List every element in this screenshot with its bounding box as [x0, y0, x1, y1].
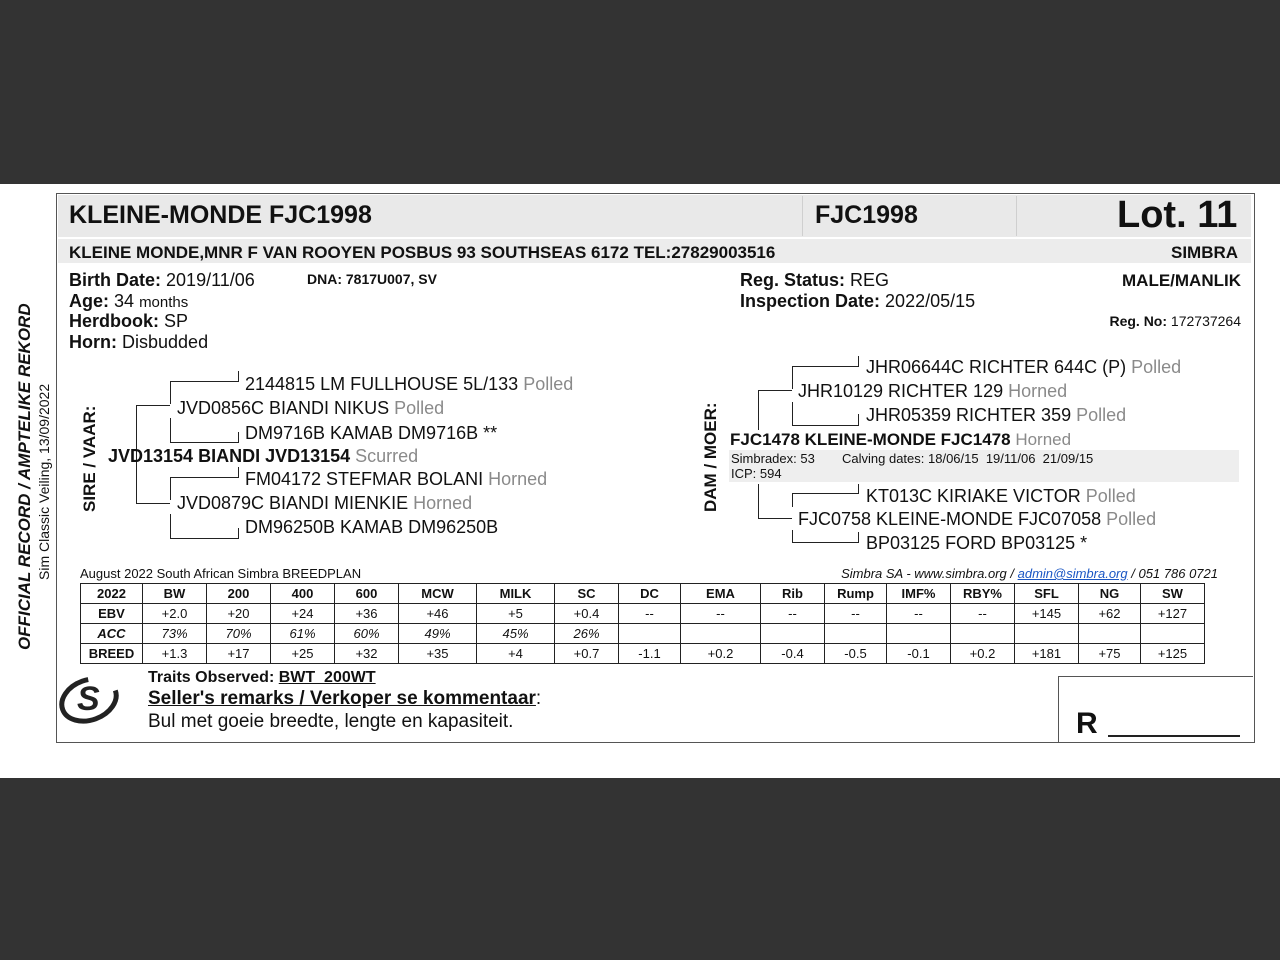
column-header: SW	[1141, 584, 1205, 604]
sire-label: SIRE / VAAR:	[80, 405, 99, 512]
value-cell: +2.0	[143, 604, 207, 624]
value-cell: +75	[1079, 644, 1141, 664]
horn-tag: Polled	[523, 374, 574, 394]
column-header: Rib	[761, 584, 825, 604]
breedplan-table	[80, 583, 1205, 664]
column-header: 400	[271, 584, 335, 604]
value-cell	[887, 624, 951, 644]
animal-name: KLEINE-MONDE FJC1998	[69, 201, 372, 229]
column-header: IMF%	[887, 584, 951, 604]
value-cell: +145	[1015, 604, 1079, 624]
birth-date-label: Birth Date:	[69, 270, 162, 290]
pedigree-line	[170, 381, 171, 404]
sire-sire	[177, 398, 444, 419]
pedigree-line	[792, 425, 858, 426]
value-cell: 73%	[143, 624, 207, 644]
breedplan-contact	[841, 566, 1218, 581]
horn-tag: Polled	[1076, 405, 1127, 425]
age-unit: months	[139, 294, 189, 311]
animal-id: FJC1998	[815, 201, 918, 229]
column-header: 600	[335, 584, 399, 604]
value-cell: +46	[399, 604, 477, 624]
column-header: MCW	[399, 584, 477, 604]
pedigree-name: FJC1478 KLEINE-MONDE FJC1478	[730, 430, 1011, 449]
column-header: SC	[555, 584, 619, 604]
pedigree-name: JVD13154 BIANDI JVD13154	[108, 446, 351, 466]
horn-tag: Horned	[1015, 430, 1072, 449]
value-cell: 49%	[399, 624, 477, 644]
horn-tag: Polled	[1131, 357, 1182, 377]
value-cell: --	[887, 604, 951, 624]
value-cell: --	[951, 604, 1015, 624]
value-cell: +5	[477, 604, 555, 624]
pedigree-name: JHR06644C RICHTER 644C (P)	[866, 357, 1127, 377]
dam-sire-sire	[866, 357, 1181, 378]
row-label-cell: BREED	[81, 644, 143, 664]
pedigree-name: DM96250B KAMAB DM96250B	[245, 517, 499, 537]
dam-calving-dates: Calving dates: 18/06/15 19/11/06 21/09/15	[842, 451, 1094, 466]
pedigree-line	[238, 467, 239, 478]
value-cell: +125	[1141, 644, 1205, 664]
pedigree-line	[170, 514, 171, 538]
dam-dam	[798, 509, 1156, 530]
footer-divider	[1058, 676, 1253, 677]
horn-tag: Polled	[1106, 509, 1157, 529]
horn-status	[69, 332, 208, 353]
table-row-acc	[81, 624, 1205, 644]
logo-letter: S	[77, 680, 100, 718]
value-cell	[681, 624, 761, 644]
pedigree-line	[858, 532, 859, 543]
reg-status-value: REG	[850, 270, 890, 290]
column-header: DC	[619, 584, 681, 604]
registration-number	[1109, 313, 1241, 329]
seller-remarks-heading	[148, 688, 541, 710]
seller-remarks-text: Bul met goeie breedte, lengte en kapasiteit.	[148, 711, 514, 732]
column-header: 200	[207, 584, 271, 604]
pedigree-name: JVD0879C BIANDI MIENKIE	[177, 493, 409, 513]
horn-label: Horn:	[69, 332, 117, 352]
price-label: R	[1076, 707, 1098, 740]
value-cell	[619, 624, 681, 644]
horn-tag: Polled	[394, 398, 445, 418]
horn-tag: Scurred	[355, 446, 419, 466]
sire-sire-dam	[245, 423, 497, 444]
column-header: MILK	[477, 584, 555, 604]
value-cell	[1079, 624, 1141, 644]
sire	[108, 446, 418, 467]
pedigree-line	[758, 390, 792, 391]
value-cell: +36	[335, 604, 399, 624]
value-cell: +24	[271, 604, 335, 624]
value-cell: +4	[477, 644, 555, 664]
value-cell: +127	[1141, 604, 1205, 624]
table-header-row	[81, 584, 1205, 604]
pedigree-name: DM9716B KAMAB DM9716B **	[245, 423, 498, 443]
dam-simbradex: Simbradex: 53	[731, 451, 815, 466]
dna-info: DNA: 7817U007, SV	[307, 271, 437, 287]
breedplan-caption: August 2022 South African Simbra BREEDPLAN	[80, 566, 362, 581]
dam-dam-dam	[866, 533, 1087, 554]
horn-tag: Horned	[488, 469, 548, 489]
value-cell: -0.5	[825, 644, 887, 664]
pedigree-line	[758, 390, 759, 430]
contact-prefix: Simbra SA - www.simbra.org /	[841, 566, 1014, 581]
pedigree-line	[792, 542, 858, 543]
row-label-cell: ACC	[81, 624, 143, 644]
contact-phone: / 051 786 0721	[1131, 566, 1218, 581]
column-header: Rump	[825, 584, 887, 604]
value-cell: --	[681, 604, 761, 624]
sire-sire-sire	[245, 374, 573, 395]
pedigree-line	[136, 503, 170, 504]
pedigree-name: FJC0758 KLEINE-MONDE FJC07058	[798, 509, 1102, 529]
remarks-label: Seller's remarks / Verkoper se kommentaar	[148, 688, 536, 709]
value-cell: --	[761, 604, 825, 624]
contact-email-link[interactable]: admin@simbra.org	[1017, 566, 1128, 581]
value-cell: 70%	[207, 624, 271, 644]
value-cell: 60%	[335, 624, 399, 644]
dam-dam-sire	[866, 486, 1136, 507]
value-cell: +32	[335, 644, 399, 664]
pedigree-line	[792, 402, 793, 425]
pedigree-line	[858, 484, 859, 494]
age-label: Age:	[69, 291, 109, 311]
dam-icp: ICP: 594	[731, 466, 782, 481]
pedigree-name: FM04172 STEFMAR BOLANI	[245, 469, 484, 489]
pedigree-line	[758, 484, 759, 519]
value-cell: +0.4	[555, 604, 619, 624]
horn-tag: Horned	[1008, 381, 1068, 401]
horn-tag: Polled	[1085, 486, 1136, 506]
value-cell: -1.1	[619, 644, 681, 664]
value-cell	[1141, 624, 1205, 644]
pedigree-line	[792, 366, 793, 389]
age-value: 34	[114, 291, 135, 311]
dam-label: DAM / MOER:	[701, 402, 720, 512]
reg-no-value: 172737264	[1170, 313, 1241, 329]
sire-dam-sire	[245, 469, 547, 490]
inspection-value: 2022/05/15	[885, 291, 976, 311]
pedigree-line	[792, 493, 858, 494]
lot-number: Lot. 11	[1117, 194, 1238, 236]
sire-dam-dam	[245, 517, 498, 538]
sire-dam	[177, 493, 472, 514]
value-cell: +181	[1015, 644, 1079, 664]
value-cell: +25	[271, 644, 335, 664]
footer-divider	[1058, 676, 1059, 742]
herdbook	[69, 311, 188, 332]
value-cell	[1015, 624, 1079, 644]
value-cell: 26%	[555, 624, 619, 644]
pedigree-name: JVD0856C BIANDI NIKUS	[177, 398, 390, 418]
title-bar-divider	[802, 196, 803, 236]
column-header: SFL	[1015, 584, 1079, 604]
value-cell: +0.7	[555, 644, 619, 664]
pedigree-line	[758, 518, 792, 519]
title-bar-divider	[1016, 196, 1017, 236]
value-cell: +17	[207, 644, 271, 664]
pedigree-line	[170, 418, 171, 442]
pedigree-line	[858, 356, 859, 367]
pedigree-line	[238, 528, 239, 539]
value-cell: +35	[399, 644, 477, 664]
value-cell	[825, 624, 887, 644]
pedigree-line	[170, 477, 171, 500]
registration-status	[740, 270, 889, 291]
pedigree-name: JHR05359 RICHTER 359	[866, 405, 1072, 425]
price-blank-line	[1108, 735, 1240, 737]
dam-sire	[798, 381, 1067, 402]
traits-label: Traits Observed:	[148, 669, 275, 686]
herdbook-label: Herdbook:	[69, 311, 159, 331]
pedigree-name: 2144815 LM FULLHOUSE 5L/133	[245, 374, 519, 394]
column-header: EMA	[681, 584, 761, 604]
herdbook-value: SP	[164, 311, 189, 331]
value-cell: +0.2	[681, 644, 761, 664]
inspection-date	[740, 291, 975, 312]
value-cell: +0.2	[951, 644, 1015, 664]
table-row-ebv	[81, 604, 1205, 624]
remarks-colon: :	[535, 688, 542, 709]
column-header: BW	[143, 584, 207, 604]
simbra-logo	[58, 675, 122, 725]
pedigree-line	[170, 381, 238, 382]
sale-name-date: Sim Classic Veiling, 13/09/2022	[36, 383, 52, 580]
birth-date-value: 2019/11/06	[166, 270, 255, 290]
column-header: 2022	[81, 584, 143, 604]
value-cell: 61%	[271, 624, 335, 644]
breeder-address: KLEINE MONDE,MNR F VAN ROOYEN POSBUS 93 SOUTHSEAS 6172 TEL:27829003516	[69, 243, 776, 262]
traits-value: BWT 200WT	[278, 669, 376, 686]
pedigree-name: KT013C KIRIAKE VICTOR	[866, 486, 1081, 506]
pedigree-line	[792, 493, 793, 507]
dam	[730, 430, 1071, 450]
value-cell: +1.3	[143, 644, 207, 664]
column-header: NG	[1079, 584, 1141, 604]
reg-status-label: Reg. Status:	[740, 270, 846, 290]
pedigree-line	[136, 405, 170, 406]
value-cell	[761, 624, 825, 644]
value-cell: --	[825, 604, 887, 624]
table-row-breed	[81, 644, 1205, 664]
pedigree-line	[170, 477, 238, 478]
pedigree-line	[170, 442, 238, 443]
pedigree-line	[792, 366, 858, 367]
pedigree-line	[238, 371, 239, 382]
value-cell	[951, 624, 1015, 644]
value-cell: --	[619, 604, 681, 624]
official-record-label: OFFICIAL RECORD / AMPTELIKE REKORD	[15, 303, 34, 650]
age	[69, 291, 188, 312]
value-cell: -0.1	[887, 644, 951, 664]
birth-date	[69, 270, 255, 291]
row-label-cell: EBV	[81, 604, 143, 624]
pedigree-line	[238, 432, 239, 443]
horn-tag: Horned	[413, 493, 473, 513]
traits-observed	[148, 669, 376, 687]
horn-value: Disbudded	[122, 332, 209, 352]
pedigree-line	[792, 530, 793, 542]
pedigree-name: JHR10129 RICHTER 129	[798, 381, 1004, 401]
breed-name: SIMBRA	[1171, 243, 1239, 262]
dam-sire-dam	[866, 405, 1126, 426]
reg-no-label: Reg. No:	[1109, 313, 1168, 329]
pedigree-line	[170, 538, 238, 539]
pedigree-line	[858, 414, 859, 426]
value-cell: -0.4	[761, 644, 825, 664]
pedigree-name: BP03125 FORD BP03125 *	[866, 533, 1088, 553]
value-cell: 45%	[477, 624, 555, 644]
inspection-label: Inspection Date:	[740, 291, 881, 311]
value-cell: +62	[1079, 604, 1141, 624]
sex: MALE/MANLIK	[1122, 271, 1241, 290]
column-header: RBY%	[951, 584, 1015, 604]
value-cell: +20	[207, 604, 271, 624]
